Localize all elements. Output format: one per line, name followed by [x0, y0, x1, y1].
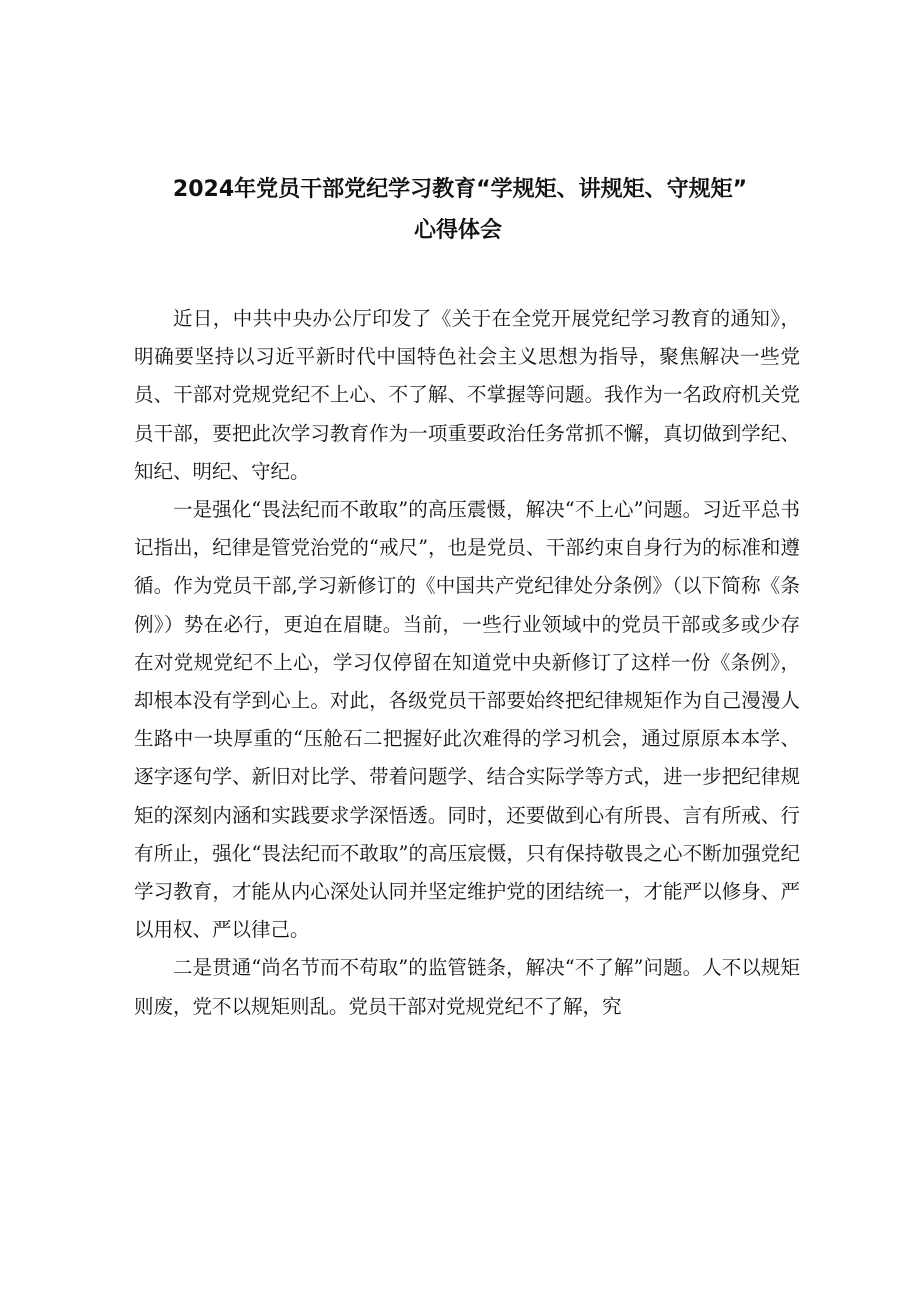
document-body	[134, 300, 800, 1026]
paragraph-point-two: 二是贯通“尚名节而不苟取”的监管链条，解决“不了解”问题。人不以规矩则废，党不以规矩则乱。党员干部对党规党纪不了解，究	[134, 956, 800, 1018]
paragraph-intro: 近日，中共中央办公厅印发了《关于在全党开展党纪学习教育的通知》，明确要坚持以习近平新时代中国特色社会主义思想为指导，聚焦解决一些党员、干部对党规党纪不上心、不了解、不掌握等问题。我作为一名政府机关党员干部，要把此次学习教育作为一项重要政治任务常抓不懈，真切做到学纪、知纪、明纪、守纪。	[134, 307, 800, 483]
document-title-line-2: 心得体会	[413, 218, 502, 243]
document-title-line-1: 2024年党员干部党纪学习教育“学规矩、讲规矩、守规矩”	[172, 177, 748, 202]
paragraph-point-one: 一是强化“畏法纪而不敢取”的高压震慑，解决“不上心”问题。习近平总书记指出，纪律是管党治党的“戒尺”，也是党员、干部约束自身行为的标准和遵循。作为党员干部,学习新修订的《中国共产党纪律处分条例》（以下简称《条例》）势在必行，更迫在眉睫。当前，一些行业领域中的党员干部或多或少存在对党规党纪不上心，学习仅停留在知道党中央新修订了这样一份《条例》，却根本没有学到心上。对此，各级党员干部要始终把纪律规矩作为自己漫漫人生路中一块厚重的“压舱石二把握好此次难得的学习机会，通过原原本本学、逐字逐句学、新旧对比学、带着问题学、结合实际学等方式，进一步把纪律规矩的深刻内涵和实践要求学深悟透。同时，还要做到心有所畏、言有所戒、行有所止，强化“畏法纪而不敢取”的高压宸慑，只有保持敬畏之心不断加强党纪学习教育，才能从内心深处认同并坚定维护党的团结统一，才能严以修身、严以用权、严以律己。	[134, 498, 800, 942]
